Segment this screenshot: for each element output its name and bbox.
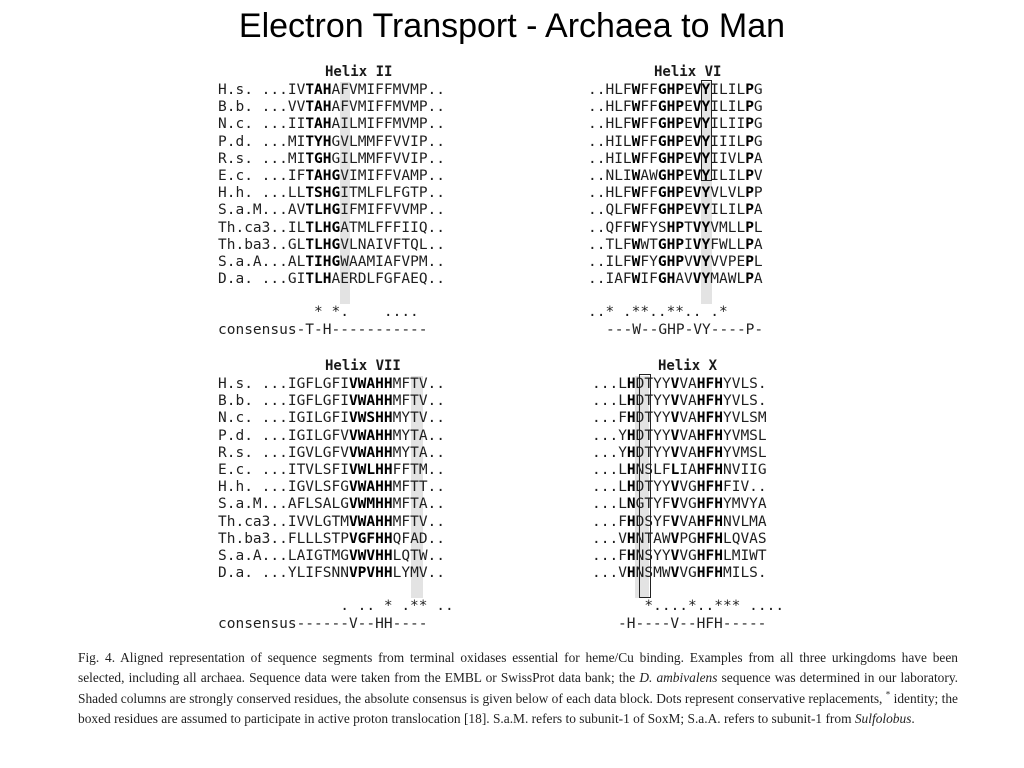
conserved-residue: VWL [348, 461, 376, 478]
sequence-segment: MFTT.. [392, 479, 446, 496]
sequence-segment: R.s. ...IGVLGFV [218, 444, 349, 461]
sequence-segment: B.b. ...VV [218, 99, 306, 116]
sequence-segment: H.s. ...IV [218, 82, 306, 98]
sequence-segment: AILMIFFMVMP.. [331, 116, 446, 133]
caption-text-part4: . [911, 711, 915, 727]
sequence-row: ..TLFWWTGHPIVYFWLLPA [588, 236, 763, 253]
sequence-segment: MFTV.. [392, 513, 446, 530]
conserved-residue: TI [305, 253, 323, 270]
conserved-residue: VWV [348, 547, 376, 564]
conserved-residue: VGF [348, 530, 376, 547]
conserved-residue: HH [375, 393, 393, 410]
sequence-row [218, 376, 445, 393]
sequence-segment: E.c. ...IF [218, 167, 306, 184]
sequence-row [218, 428, 445, 445]
conserved-residue: HH [375, 530, 393, 547]
conserved-residue: H [322, 99, 332, 116]
sequence-segment: Th.ba3..GL [218, 236, 306, 253]
sequence-segment: LYMV.. [392, 565, 446, 582]
helix-vii-title: Helix VII [325, 358, 401, 374]
sequence-row [218, 271, 445, 288]
helix-x-title: Helix X [658, 358, 718, 374]
conserved-residue: TA [305, 82, 323, 98]
conserved-residue: HG [322, 253, 341, 270]
sequence-row [218, 565, 445, 582]
sequence-row: ...FHDTYYVVAHFHYVLSM [592, 410, 767, 427]
sequence-row [218, 410, 445, 427]
conserved-residue: H [322, 271, 332, 288]
helix-ii-consensus: consensus-T-H----------- [218, 322, 428, 338]
conserved-residue: HH [375, 479, 393, 496]
sequence-row [218, 254, 445, 271]
caption-text-part2: sequence was determined in our laboratory. Shaded columns are strongly conserved residues, the absolute consensus is given below of each data block. Dots represent conservative replacements, [78, 670, 959, 706]
sequence-row [218, 462, 445, 479]
sequence-row: ..QFFWFYSHPTVYVMLLPL [588, 219, 763, 236]
conserved-residue: VWA [348, 513, 376, 530]
sequence-segment: MYTA.. [392, 427, 446, 444]
sequence-row: ..QLFWFFGHPEVYILILPA [588, 202, 763, 219]
helix-vii-panel [218, 358, 518, 638]
conserved-residue: VWM [348, 496, 376, 513]
caption-genus: Sulfolobus [854, 711, 912, 727]
sequence-row: ...LHDTYYVVAHFHYVLS. [592, 393, 767, 410]
sequence-segment: IFMIFFVVMP.. [340, 202, 446, 219]
helix-x-conservation-marks: *....*..*** .... [592, 598, 785, 614]
sequence-row: ...VHNSMWVVGHFHMILS. [592, 565, 767, 582]
helix-vi-consensus: ---W--GHP-VY----P- [606, 322, 764, 338]
sequence-row [218, 151, 445, 168]
conserved-residue: TL [305, 236, 323, 253]
sequence-segment: FFTM.. [392, 461, 446, 478]
caption-text-part3: identity; the boxed residues are assumed to participate in active proton translocation [18]. S.a.M. refers to subunit-1 of SoxM; S.a.A. refers to subunit-1 from [78, 690, 958, 727]
sequence-segment: GVLMMFFVVIP.. [331, 133, 446, 150]
conserved-residue: HH [375, 565, 393, 582]
sequence-segment: R.s. ...MI [218, 150, 306, 167]
sequence-row [218, 185, 445, 202]
sequence-row: ...VHNTAWVPGHFHLQVAS [592, 530, 767, 547]
helix-ii-title: Helix II [325, 64, 393, 80]
conserved-residue: VWS [348, 410, 376, 427]
helix-vi-sequences [588, 82, 763, 288]
sequence-segment: H.h. ...IGVLSFG [218, 479, 349, 496]
caption-star: * [885, 689, 891, 700]
sequence-row [218, 548, 445, 565]
sequence-segment: S.a.A...AL [218, 253, 306, 270]
helix-ii-panel [218, 64, 518, 344]
sequence-row [218, 116, 445, 133]
sequence-row: ...YHDTYYVVAHFHYVMSL [592, 444, 767, 461]
helix-vii-consensus: consensus------V--HH---- [218, 616, 428, 632]
sequence-row [218, 82, 445, 99]
sequence-row: ..IAFWIFGHAVVYMAWLPA [588, 271, 763, 288]
conserved-residue: HH [375, 444, 393, 461]
sequence-row: ...LNGTYFVVGHFHYMVYA [592, 496, 767, 513]
helix-vii-conservation-marks: . .. * .** .. [218, 598, 454, 614]
helix-ii-conservation-marks: * *. .... [218, 304, 419, 320]
conserved-residue: VWA [348, 427, 376, 444]
conserved-residue: TG [305, 150, 323, 167]
sequence-row [218, 445, 445, 462]
helix-x-sequences [592, 376, 767, 582]
sequence-row [218, 496, 445, 513]
sequence-segment: VLNAIVFTQL.. [340, 236, 446, 253]
sequence-row [218, 237, 445, 254]
sequence-segment: AERDLFGFAEQ.. [331, 271, 446, 288]
conserved-residue: TL [305, 219, 323, 236]
sequence-row: ..HLFWFFGHPEVYILILPG [588, 82, 763, 98]
conserved-residue: TY [305, 133, 323, 150]
sequence-row: ..HILWFFGHPEVYIIVLPA [588, 150, 763, 167]
sequence-row: ...FHNSYYVVGHFHLMIWT [592, 547, 767, 564]
sequence-segment: MFTA.. [392, 496, 446, 513]
helix-vi-panel [588, 64, 828, 344]
sequence-row [218, 99, 445, 116]
helix-vi-conservation-marks: ..* .**..**.. .* [588, 304, 728, 320]
sequence-segment: GILMMFFVVIP.. [331, 150, 446, 167]
conserved-residue: VWA [348, 444, 376, 461]
sequence-row [218, 134, 445, 151]
sequence-segment: LQTW.. [392, 547, 446, 564]
sequence-segment: H.h. ...LL [218, 185, 306, 202]
conserved-residue: H [322, 133, 332, 150]
conserved-residue: TA [305, 99, 323, 116]
sequence-row: ..HLFWFFGHPEVYILIIPG [588, 116, 763, 133]
sequence-segment: WAAMIAFVPM.. [340, 253, 446, 270]
conserved-residue: TL [305, 202, 323, 219]
helix-vii-sequences [218, 376, 445, 582]
sequence-segment: S.a.M...AV [218, 202, 306, 219]
sequence-segment: N.c. ...IGILGFI [218, 410, 349, 427]
conserved-residue: TL [305, 271, 323, 288]
helix-x-panel [592, 358, 832, 638]
sequence-row: ..NLIWAWGHPEVYILILPV [588, 167, 763, 184]
sequence-segment: Th.ca3..IL [218, 219, 306, 236]
sequence-segment: ITMLFLFGTP.. [340, 185, 446, 202]
sequence-segment: P.d. ...MI [218, 133, 306, 150]
conserved-residue: HH [375, 410, 393, 427]
sequence-row [218, 168, 445, 185]
conserved-residue: HG [322, 202, 341, 219]
caption-fig-label: Fig. 4. [78, 650, 116, 665]
sequence-segment: VIMIFFVAMP.. [340, 167, 446, 184]
sequence-row: ...LHDTYYVVAHFHYVLS. [592, 376, 767, 392]
conserved-residue: TA [305, 167, 323, 184]
sequence-segment: AFVMIFFMVMP.. [331, 99, 446, 116]
sequence-segment: P.d. ...IGILGFV [218, 427, 349, 444]
conserved-residue: HH [375, 496, 393, 513]
caption-species: D. ambivalens [639, 670, 718, 686]
sequence-row [218, 514, 445, 531]
sequence-segment: D.a. ...GI [218, 271, 306, 288]
sequence-row: ..HLFWFFGHPEVYILILPG [588, 99, 763, 116]
conserved-residue: VPV [348, 565, 376, 582]
caption-text-part1: Aligned representation of sequence segments from terminal oxidases essential for heme/Cu binding. Examples from all three urkingdoms have been selected, including all archaea. Sequence data were taken from the EMBL or SwissProt data bank; the [78, 650, 958, 686]
sequence-row: ..ILFWFYGHPVVYVVPEPL [588, 253, 763, 270]
sequence-segment: Th.ba3..FLLLSTP [218, 530, 349, 547]
conserved-residue: VWA [348, 393, 376, 410]
slide-title: Electron Transport - Archaea to Man [238, 7, 786, 45]
conserved-residue: HH [375, 513, 393, 530]
sequence-row: ...YHDTYYVVAHFHYVMSL [592, 427, 767, 444]
helix-ii-sequences [218, 82, 445, 288]
sequence-row [218, 220, 445, 237]
sequence-row [218, 202, 445, 219]
sequence-segment: ATMLFFFIIQ.. [340, 219, 446, 236]
conserved-residue: H [322, 116, 332, 133]
sequence-row: ...LHDTYYVVGHFHFIV.. [592, 479, 767, 496]
sequence-segment: E.c. ...ITVLSFI [218, 461, 349, 478]
conserved-residue: HH [375, 427, 393, 444]
sequence-segment: Th.ca3..IVVLGTM [218, 513, 349, 530]
sequence-segment: MFTV.. [392, 376, 446, 392]
helix-x-consensus: -H----V--HFH----- [618, 616, 767, 632]
conserved-residue: H [322, 82, 332, 98]
sequence-segment: H.s. ...IGFLGFI [218, 376, 349, 392]
conserved-residue: HG [322, 167, 341, 184]
sequence-segment: B.b. ...IGFLGFI [218, 393, 349, 410]
sequence-row: ...LHNSLFLIAHFHNVIIG [592, 461, 767, 478]
sequence-row [218, 479, 445, 496]
sequence-row [218, 393, 445, 410]
sequence-segment: AFVMIFFMVMP.. [331, 82, 446, 98]
conserved-residue: VWA [348, 376, 376, 392]
sequence-segment: S.a.A...LAIGTMG [218, 547, 349, 564]
conserved-residue: H [322, 150, 332, 167]
sequence-row: ..HILWFFGHPEVYIIILPG [588, 133, 763, 150]
conserved-residue: HG [322, 185, 341, 202]
conserved-residue: HG [322, 236, 341, 253]
sequence-segment: S.a.M...AFLSALG [218, 496, 349, 513]
conserved-residue: HH [375, 376, 393, 392]
conserved-residue: HH [375, 547, 393, 564]
sequence-segment: MYTA.. [392, 444, 446, 461]
sequence-segment: MYTV.. [392, 410, 446, 427]
sequence-row: ...FHDSYFVVAHFHNVLMA [592, 513, 767, 530]
sequence-row [218, 531, 445, 548]
sequence-segment: MFTV.. [392, 393, 446, 410]
sequence-segment: N.c. ...II [218, 116, 306, 133]
sequence-row: ..HLFWFFGHPEVYVLVLPP [588, 185, 763, 202]
conserved-residue: TS [305, 185, 323, 202]
figure-caption [78, 648, 958, 730]
conserved-residue: TA [305, 116, 323, 133]
conserved-residue: HG [322, 219, 341, 236]
sequence-segment: QFAD.. [392, 530, 446, 547]
conserved-residue: HH [375, 461, 393, 478]
sequence-segment: D.a. ...YLIFSNN [218, 565, 349, 582]
conserved-residue: VWA [348, 479, 376, 496]
helix-vi-title: Helix VI [654, 64, 722, 80]
